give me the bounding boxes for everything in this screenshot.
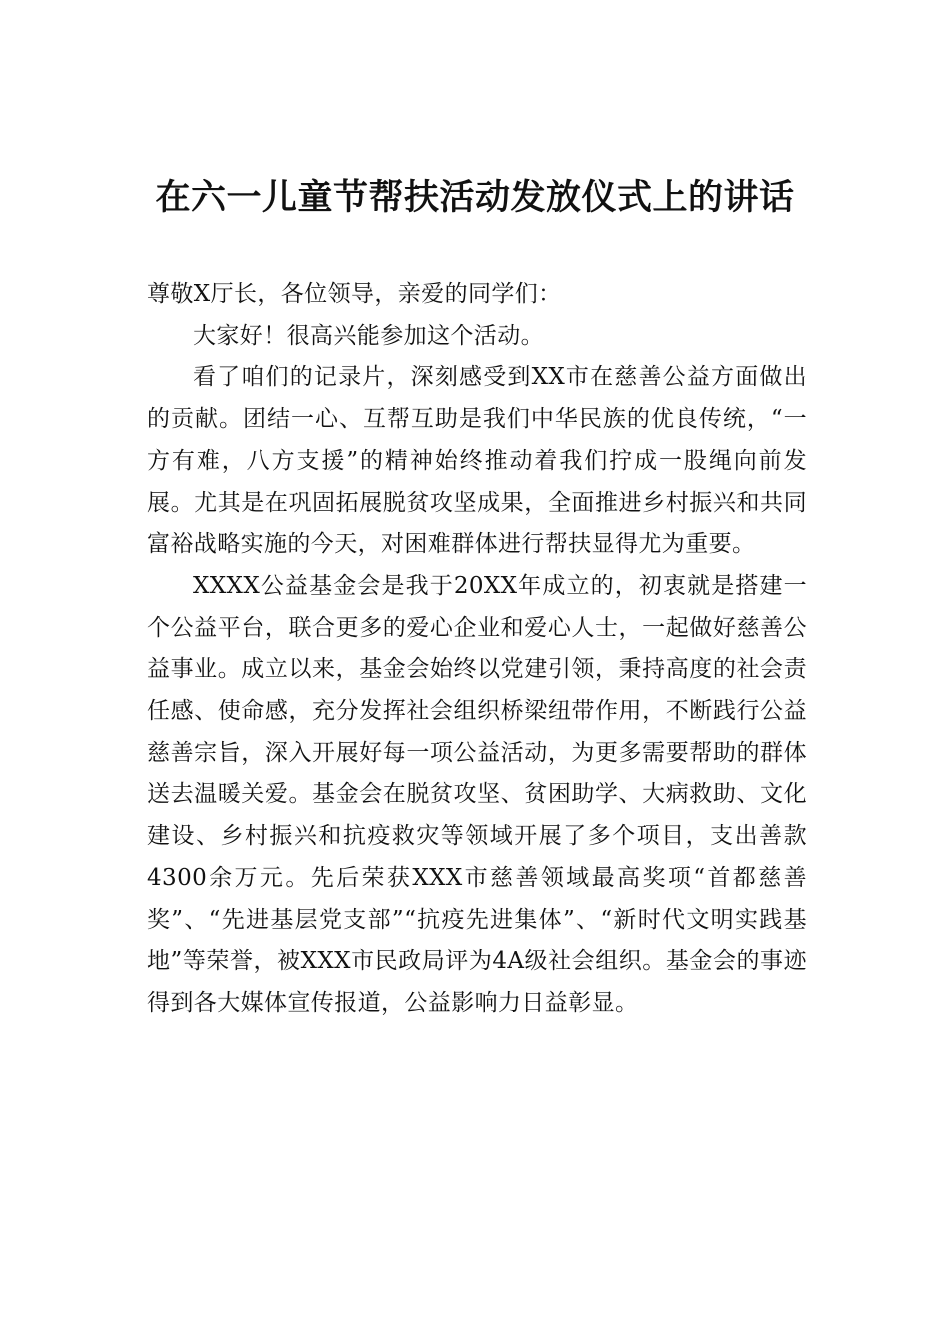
salutation: 尊敬X厅长，各位领导，亲爱的同学们： xyxy=(147,281,562,307)
document-title: 在六一儿童节帮扶活动发放仪式上的讲话 xyxy=(155,178,795,218)
paragraph-foundation-intro: XXXX公益基金会是我于20XX年成立的，初衷就是搭建一个公益平台，联合更多的爱心企业和爱心人士，一起做好慈善公益事业。成立以来，基金会始终以党建引领，秉持高度的社会责任感、使命感，充分发挥社会组织桥梁纽带作用，不断践行公益慈善宗旨，深入开展好每一项公益活动，为更多需要帮助的群体送去温暖关爱。基金会在脱贫攻坚、贫困助学、大病救助、文化建设、乡村振兴和抗疫救灾等领域开展了多个项目，支出善款4300余万元。先后荣获XXX市慈善领域最高奖项“首都慈善奖”、“先进基层党支部”“抗疫先进集体”、“新时代文明实践基地”等荣誉，被XXX市民政局评为4A级社会组织。基金会的事迹得到各大媒体宣传报道，公益影响力日益彰显。 xyxy=(147,572,807,1016)
paragraph-greeting: 大家好！很高兴能参加这个活动。 xyxy=(193,322,544,349)
document-body xyxy=(147,274,807,1025)
paragraph-charity-contribution: 看了咱们的记录片，深刻感受到XX市在慈善公益方面做出的贡献。团结一心、互帮互助是我们中华民族的优良传统，“一方有难，八方支援”的精神始终推动着我们拧成一股绳向前发展。尤其是在巩固拓展脱贫攻坚成果，全面推进乡村振兴和共同富裕战略实施的今天，对困难群体进行帮扶显得尤为重要。 xyxy=(147,364,807,558)
